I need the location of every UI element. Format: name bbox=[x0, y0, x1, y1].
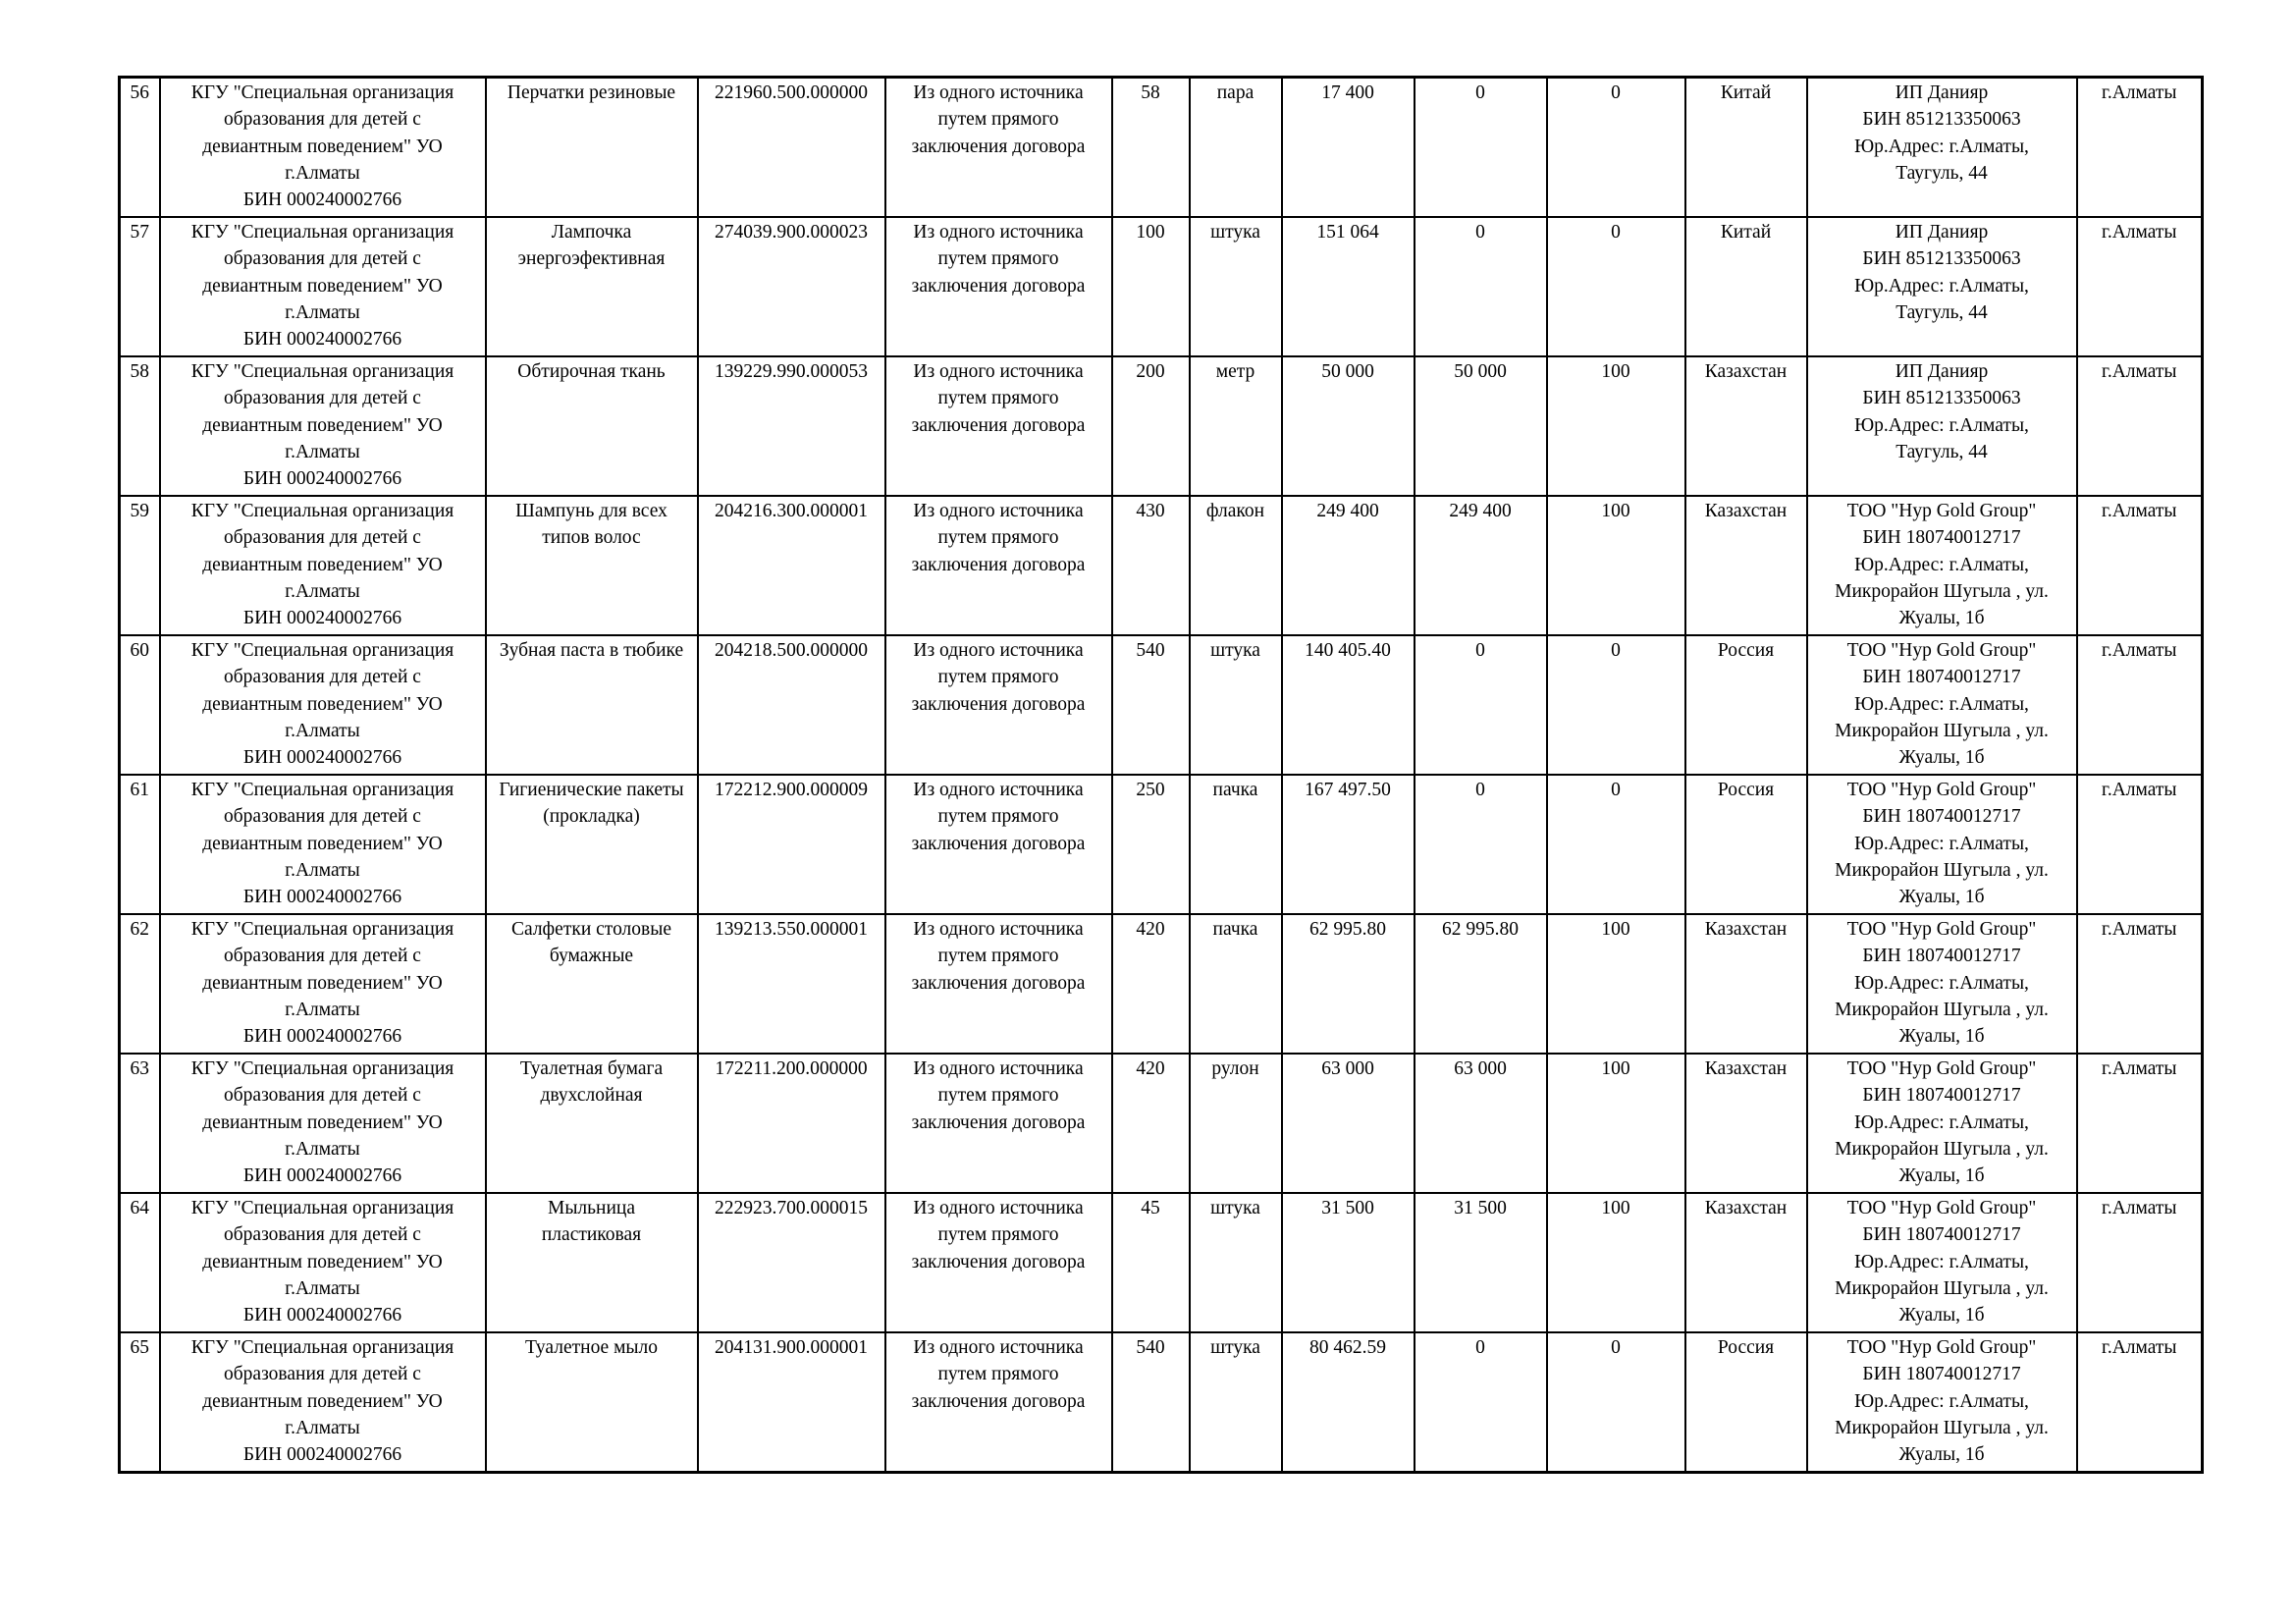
row-number-cell: 62 bbox=[120, 914, 160, 1054]
amount-cell: 167 497.50 bbox=[1282, 775, 1415, 914]
item-code-cell: 204216.300.000001 bbox=[698, 496, 885, 635]
table-row bbox=[120, 78, 2203, 218]
procurement-method-cell: Из одного источника путем прямого заключения договора bbox=[885, 217, 1112, 356]
unit-cell: метр bbox=[1190, 356, 1282, 496]
origin-country-cell: Россия bbox=[1685, 775, 1807, 914]
origin-country-cell: Казахстан bbox=[1685, 496, 1807, 635]
amount-cell: 63 000 bbox=[1282, 1054, 1415, 1193]
quantity-cell: 250 bbox=[1112, 775, 1190, 914]
procurement-method-cell: Из одного источника путем прямого заключения договора bbox=[885, 1332, 1112, 1473]
item-name-cell: Туалетное мыло bbox=[486, 1332, 698, 1473]
item-name-cell: Салфетки столовые бумажные bbox=[486, 914, 698, 1054]
local-content-percent-cell: 100 bbox=[1547, 356, 1685, 496]
local-content-percent-cell: 0 bbox=[1547, 217, 1685, 356]
origin-country-cell: Китай bbox=[1685, 78, 1807, 218]
local-content-percent-cell: 100 bbox=[1547, 1054, 1685, 1193]
table-row bbox=[120, 914, 2203, 1054]
origin-country-cell: Казахстан bbox=[1685, 914, 1807, 1054]
amount-cell: 62 995.80 bbox=[1282, 914, 1415, 1054]
unit-cell: пачка bbox=[1190, 914, 1282, 1054]
origin-country-cell: Россия bbox=[1685, 1332, 1807, 1473]
customer-cell: КГУ "Специальная организация образования для детей с девиантным поведением" УО г.Алматы БИН 000240002766 bbox=[160, 217, 486, 356]
local-content-amount-cell: 0 bbox=[1415, 775, 1547, 914]
customer-cell: КГУ "Специальная организация образования для детей с девиантным поведением" УО г.Алматы БИН 000240002766 bbox=[160, 496, 486, 635]
unit-cell: рулон bbox=[1190, 1054, 1282, 1193]
item-code-cell: 172211.200.000000 bbox=[698, 1054, 885, 1193]
customer-cell: КГУ "Специальная организация образования для детей с девиантным поведением" УО г.Алматы БИН 000240002766 bbox=[160, 1054, 486, 1193]
quantity-cell: 58 bbox=[1112, 78, 1190, 218]
quantity-cell: 540 bbox=[1112, 635, 1190, 775]
local-content-amount-cell: 63 000 bbox=[1415, 1054, 1547, 1193]
item-name-cell: Лампочка энергоэфективная bbox=[486, 217, 698, 356]
customer-cell: КГУ "Специальная организация образования для детей с девиантным поведением" УО г.Алматы БИН 000240002766 bbox=[160, 914, 486, 1054]
unit-cell: штука bbox=[1190, 635, 1282, 775]
supplier-cell: ТОО "Нур Gold Group" БИН 180740012717 Юр.Адрес: г.Алматы, Микрорайон Шугыла , ул. Жуалы, 1б bbox=[1807, 914, 2077, 1054]
unit-cell: пара bbox=[1190, 78, 1282, 218]
procurement-method-cell: Из одного источника путем прямого заключения договора bbox=[885, 356, 1112, 496]
supplier-cell: ТОО "Нур Gold Group" БИН 180740012717 Юр.Адрес: г.Алматы, Микрорайон Шугыла , ул. Жуалы, 1б bbox=[1807, 496, 2077, 635]
unit-cell: штука bbox=[1190, 1332, 1282, 1473]
local-content-amount-cell: 0 bbox=[1415, 217, 1547, 356]
table-row bbox=[120, 217, 2203, 356]
supplier-cell: ТОО "Нур Gold Group" БИН 180740012717 Юр.Адрес: г.Алматы, Микрорайон Шугыла , ул. Жуалы, 1б bbox=[1807, 1332, 2077, 1473]
row-number-cell: 61 bbox=[120, 775, 160, 914]
local-content-amount-cell: 31 500 bbox=[1415, 1193, 1547, 1332]
delivery-place-cell: г.Алматы bbox=[2077, 1332, 2203, 1473]
local-content-amount-cell: 0 bbox=[1415, 635, 1547, 775]
customer-cell: КГУ "Специальная организация образования для детей с девиантным поведением" УО г.Алматы БИН 000240002766 bbox=[160, 78, 486, 218]
delivery-place-cell: г.Алматы bbox=[2077, 775, 2203, 914]
customer-cell: КГУ "Специальная организация образования для детей с девиантным поведением" УО г.Алматы БИН 000240002766 bbox=[160, 356, 486, 496]
origin-country-cell: Россия bbox=[1685, 635, 1807, 775]
amount-cell: 140 405.40 bbox=[1282, 635, 1415, 775]
item-code-cell: 172212.900.000009 bbox=[698, 775, 885, 914]
item-code-cell: 204131.900.000001 bbox=[698, 1332, 885, 1473]
procurement-method-cell: Из одного источника путем прямого заключения договора bbox=[885, 78, 1112, 218]
item-code-cell: 139213.550.000001 bbox=[698, 914, 885, 1054]
row-number-cell: 64 bbox=[120, 1193, 160, 1332]
amount-cell: 249 400 bbox=[1282, 496, 1415, 635]
amount-cell: 50 000 bbox=[1282, 356, 1415, 496]
table-row bbox=[120, 635, 2203, 775]
row-number-cell: 60 bbox=[120, 635, 160, 775]
quantity-cell: 100 bbox=[1112, 217, 1190, 356]
table-row bbox=[120, 1193, 2203, 1332]
procurement-method-cell: Из одного источника путем прямого заключения договора bbox=[885, 635, 1112, 775]
unit-cell: флакон bbox=[1190, 496, 1282, 635]
unit-cell: пачка bbox=[1190, 775, 1282, 914]
row-number-cell: 65 bbox=[120, 1332, 160, 1473]
local-content-amount-cell: 50 000 bbox=[1415, 356, 1547, 496]
quantity-cell: 420 bbox=[1112, 1054, 1190, 1193]
supplier-cell: ИП Данияр БИН 851213350063 Юр.Адрес: г.Алматы, Таугуль, 44 bbox=[1807, 356, 2077, 496]
quantity-cell: 430 bbox=[1112, 496, 1190, 635]
procurement-table bbox=[118, 76, 2204, 1474]
local-content-amount-cell: 62 995.80 bbox=[1415, 914, 1547, 1054]
item-name-cell: Шампунь для всех типов волос bbox=[486, 496, 698, 635]
procurement-method-cell: Из одного источника путем прямого заключения договора bbox=[885, 1193, 1112, 1332]
local-content-amount-cell: 0 bbox=[1415, 78, 1547, 218]
origin-country-cell: Казахстан bbox=[1685, 1054, 1807, 1193]
supplier-cell: ТОО "Нур Gold Group" БИН 180740012717 Юр.Адрес: г.Алматы, Микрорайон Шугыла , ул. Жуалы, 1б bbox=[1807, 775, 2077, 914]
local-content-amount-cell: 249 400 bbox=[1415, 496, 1547, 635]
local-content-amount-cell: 0 bbox=[1415, 1332, 1547, 1473]
row-number-cell: 58 bbox=[120, 356, 160, 496]
amount-cell: 151 064 bbox=[1282, 217, 1415, 356]
local-content-percent-cell: 0 bbox=[1547, 775, 1685, 914]
delivery-place-cell: г.Алматы bbox=[2077, 914, 2203, 1054]
procurement-method-cell: Из одного источника путем прямого заключения договора bbox=[885, 914, 1112, 1054]
delivery-place-cell: г.Алматы bbox=[2077, 1193, 2203, 1332]
supplier-cell: ИП Данияр БИН 851213350063 Юр.Адрес: г.Алматы, Таугуль, 44 bbox=[1807, 217, 2077, 356]
local-content-percent-cell: 100 bbox=[1547, 1193, 1685, 1332]
supplier-cell: ТОО "Нур Gold Group" БИН 180740012717 Юр.Адрес: г.Алматы, Микрорайон Шугыла , ул. Жуалы, 1б bbox=[1807, 1193, 2077, 1332]
unit-cell: штука bbox=[1190, 1193, 1282, 1332]
local-content-percent-cell: 0 bbox=[1547, 78, 1685, 218]
item-name-cell: Зубная паста в тюбике bbox=[486, 635, 698, 775]
item-name-cell: Перчатки резиновые bbox=[486, 78, 698, 218]
quantity-cell: 200 bbox=[1112, 356, 1190, 496]
delivery-place-cell: г.Алматы bbox=[2077, 356, 2203, 496]
quantity-cell: 540 bbox=[1112, 1332, 1190, 1473]
delivery-place-cell: г.Алматы bbox=[2077, 635, 2203, 775]
item-name-cell: Туалетная бумага двухслойная bbox=[486, 1054, 698, 1193]
quantity-cell: 45 bbox=[1112, 1193, 1190, 1332]
customer-cell: КГУ "Специальная организация образования для детей с девиантным поведением" УО г.Алматы БИН 000240002766 bbox=[160, 635, 486, 775]
item-code-cell: 222923.700.000015 bbox=[698, 1193, 885, 1332]
table-row bbox=[120, 1054, 2203, 1193]
table-row bbox=[120, 1332, 2203, 1473]
local-content-percent-cell: 100 bbox=[1547, 496, 1685, 635]
procurement-method-cell: Из одного источника путем прямого заключения договора bbox=[885, 775, 1112, 914]
table-row bbox=[120, 356, 2203, 496]
item-code-cell: 204218.500.000000 bbox=[698, 635, 885, 775]
row-number-cell: 59 bbox=[120, 496, 160, 635]
item-code-cell: 274039.900.000023 bbox=[698, 217, 885, 356]
item-code-cell: 221960.500.000000 bbox=[698, 78, 885, 218]
quantity-cell: 420 bbox=[1112, 914, 1190, 1054]
item-code-cell: 139229.990.000053 bbox=[698, 356, 885, 496]
delivery-place-cell: г.Алматы bbox=[2077, 1054, 2203, 1193]
row-number-cell: 63 bbox=[120, 1054, 160, 1193]
local-content-percent-cell: 0 bbox=[1547, 1332, 1685, 1473]
customer-cell: КГУ "Специальная организация образования для детей с девиантным поведением" УО г.Алматы БИН 000240002766 bbox=[160, 775, 486, 914]
origin-country-cell: Казахстан bbox=[1685, 356, 1807, 496]
item-name-cell: Мыльница пластиковая bbox=[486, 1193, 698, 1332]
customer-cell: КГУ "Специальная организация образования для детей с девиантным поведением" УО г.Алматы БИН 000240002766 bbox=[160, 1193, 486, 1332]
supplier-cell: ИП Данияр БИН 851213350063 Юр.Адрес: г.Алматы, Таугуль, 44 bbox=[1807, 78, 2077, 218]
amount-cell: 31 500 bbox=[1282, 1193, 1415, 1332]
delivery-place-cell: г.Алматы bbox=[2077, 78, 2203, 218]
table-row bbox=[120, 775, 2203, 914]
origin-country-cell: Китай bbox=[1685, 217, 1807, 356]
customer-cell: КГУ "Специальная организация образования для детей с девиантным поведением" УО г.Алматы БИН 000240002766 bbox=[160, 1332, 486, 1473]
local-content-percent-cell: 100 bbox=[1547, 914, 1685, 1054]
row-number-cell: 56 bbox=[120, 78, 160, 218]
amount-cell: 17 400 bbox=[1282, 78, 1415, 218]
table-row bbox=[120, 496, 2203, 635]
procurement-method-cell: Из одного источника путем прямого заключения договора bbox=[885, 1054, 1112, 1193]
unit-cell: штука bbox=[1190, 217, 1282, 356]
row-number-cell: 57 bbox=[120, 217, 160, 356]
supplier-cell: ТОО "Нур Gold Group" БИН 180740012717 Юр.Адрес: г.Алматы, Микрорайон Шугыла , ул. Жуалы, 1б bbox=[1807, 1054, 2077, 1193]
supplier-cell: ТОО "Нур Gold Group" БИН 180740012717 Юр.Адрес: г.Алматы, Микрорайон Шугыла , ул. Жуалы, 1б bbox=[1807, 635, 2077, 775]
origin-country-cell: Казахстан bbox=[1685, 1193, 1807, 1332]
local-content-percent-cell: 0 bbox=[1547, 635, 1685, 775]
delivery-place-cell: г.Алматы bbox=[2077, 496, 2203, 635]
procurement-method-cell: Из одного источника путем прямого заключения договора bbox=[885, 496, 1112, 635]
item-name-cell: Обтирочная ткань bbox=[486, 356, 698, 496]
item-name-cell: Гигиенические пакеты (прокладка) bbox=[486, 775, 698, 914]
amount-cell: 80 462.59 bbox=[1282, 1332, 1415, 1473]
delivery-place-cell: г.Алматы bbox=[2077, 217, 2203, 356]
